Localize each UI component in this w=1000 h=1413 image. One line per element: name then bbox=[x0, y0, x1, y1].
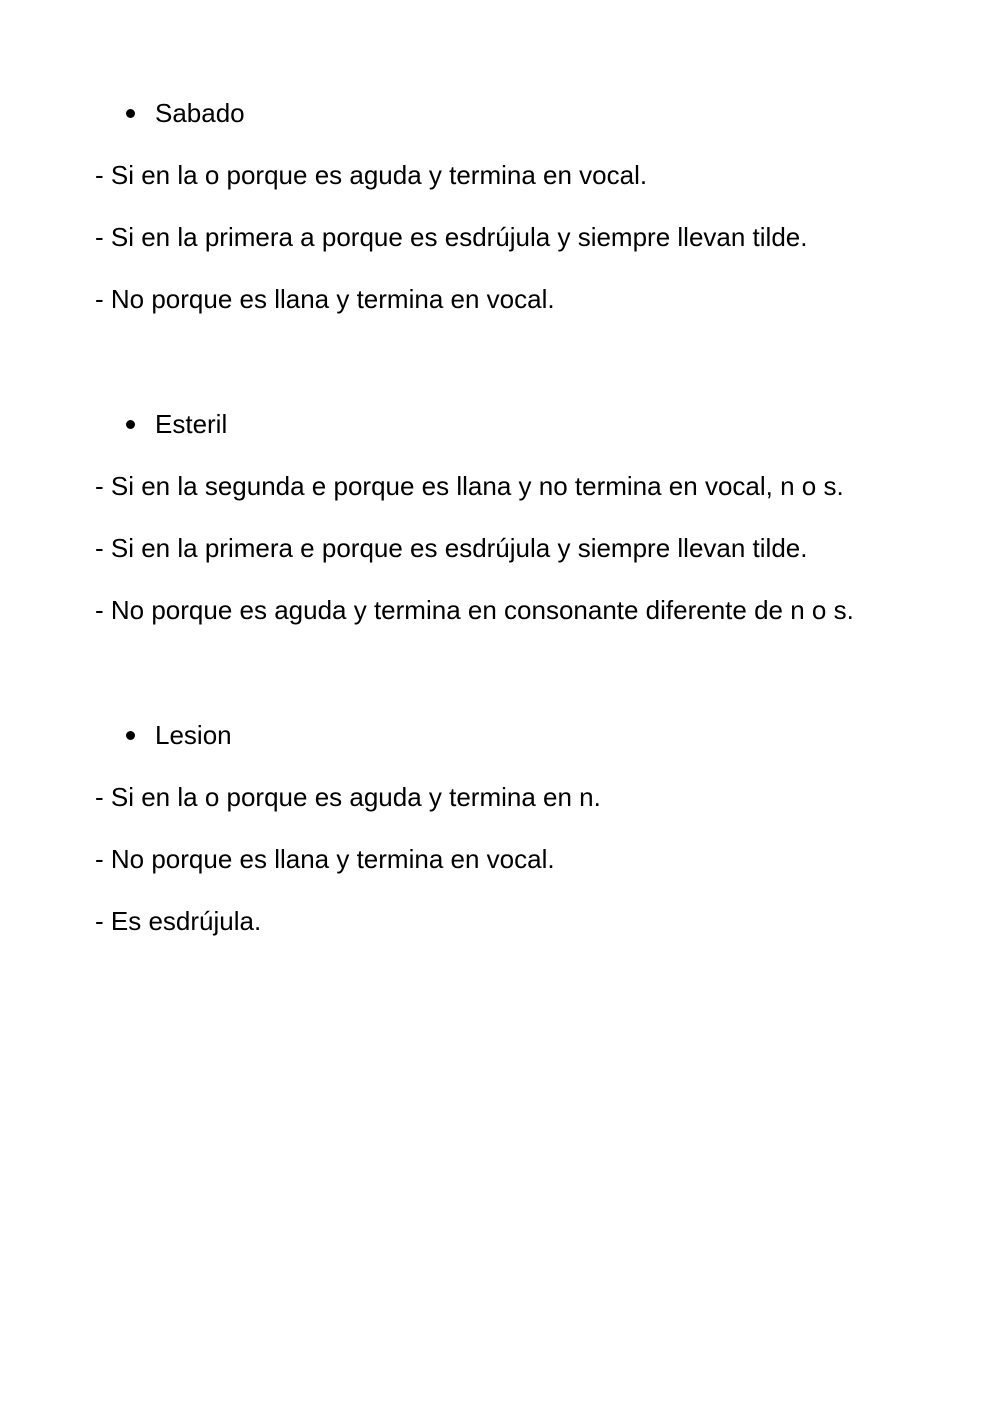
answer-option: - No porque es llana y termina en vocal. bbox=[95, 284, 555, 314]
word-heading bbox=[0, 718, 1000, 752]
answer-option: - Si en la o porque es aguda y termina en n. bbox=[95, 782, 601, 812]
answer-option: - No porque es llana y termina en vocal. bbox=[95, 844, 555, 874]
word-heading bbox=[0, 96, 1000, 130]
answer-option: - Si en la o porque es aguda y termina en vocal. bbox=[95, 160, 648, 190]
word-heading bbox=[0, 407, 1000, 441]
bullet-icon bbox=[126, 420, 135, 429]
bullet-icon bbox=[126, 731, 135, 740]
bullet-icon bbox=[126, 109, 135, 118]
answer-option: - Es esdrújula. bbox=[95, 906, 262, 936]
word-label: Esteril bbox=[155, 409, 228, 439]
word-section-sabado bbox=[0, 96, 1000, 316]
word-label: Sabado bbox=[155, 98, 245, 128]
answer-option: - Si en la primera e porque es esdrújula y siempre llevan tilde. bbox=[95, 533, 808, 563]
word-section-lesion bbox=[0, 718, 1000, 938]
answer-option: - No porque es aguda y termina en consonante diferente de n o s. bbox=[95, 595, 854, 625]
answer-option: - Si en la primera a porque es esdrújula y siempre llevan tilde. bbox=[95, 222, 808, 252]
answer-option: - Si en la segunda e porque es llana y no termina en vocal, n o s. bbox=[95, 471, 844, 501]
word-label: Lesion bbox=[155, 720, 232, 750]
word-section-esteril bbox=[0, 407, 1000, 627]
